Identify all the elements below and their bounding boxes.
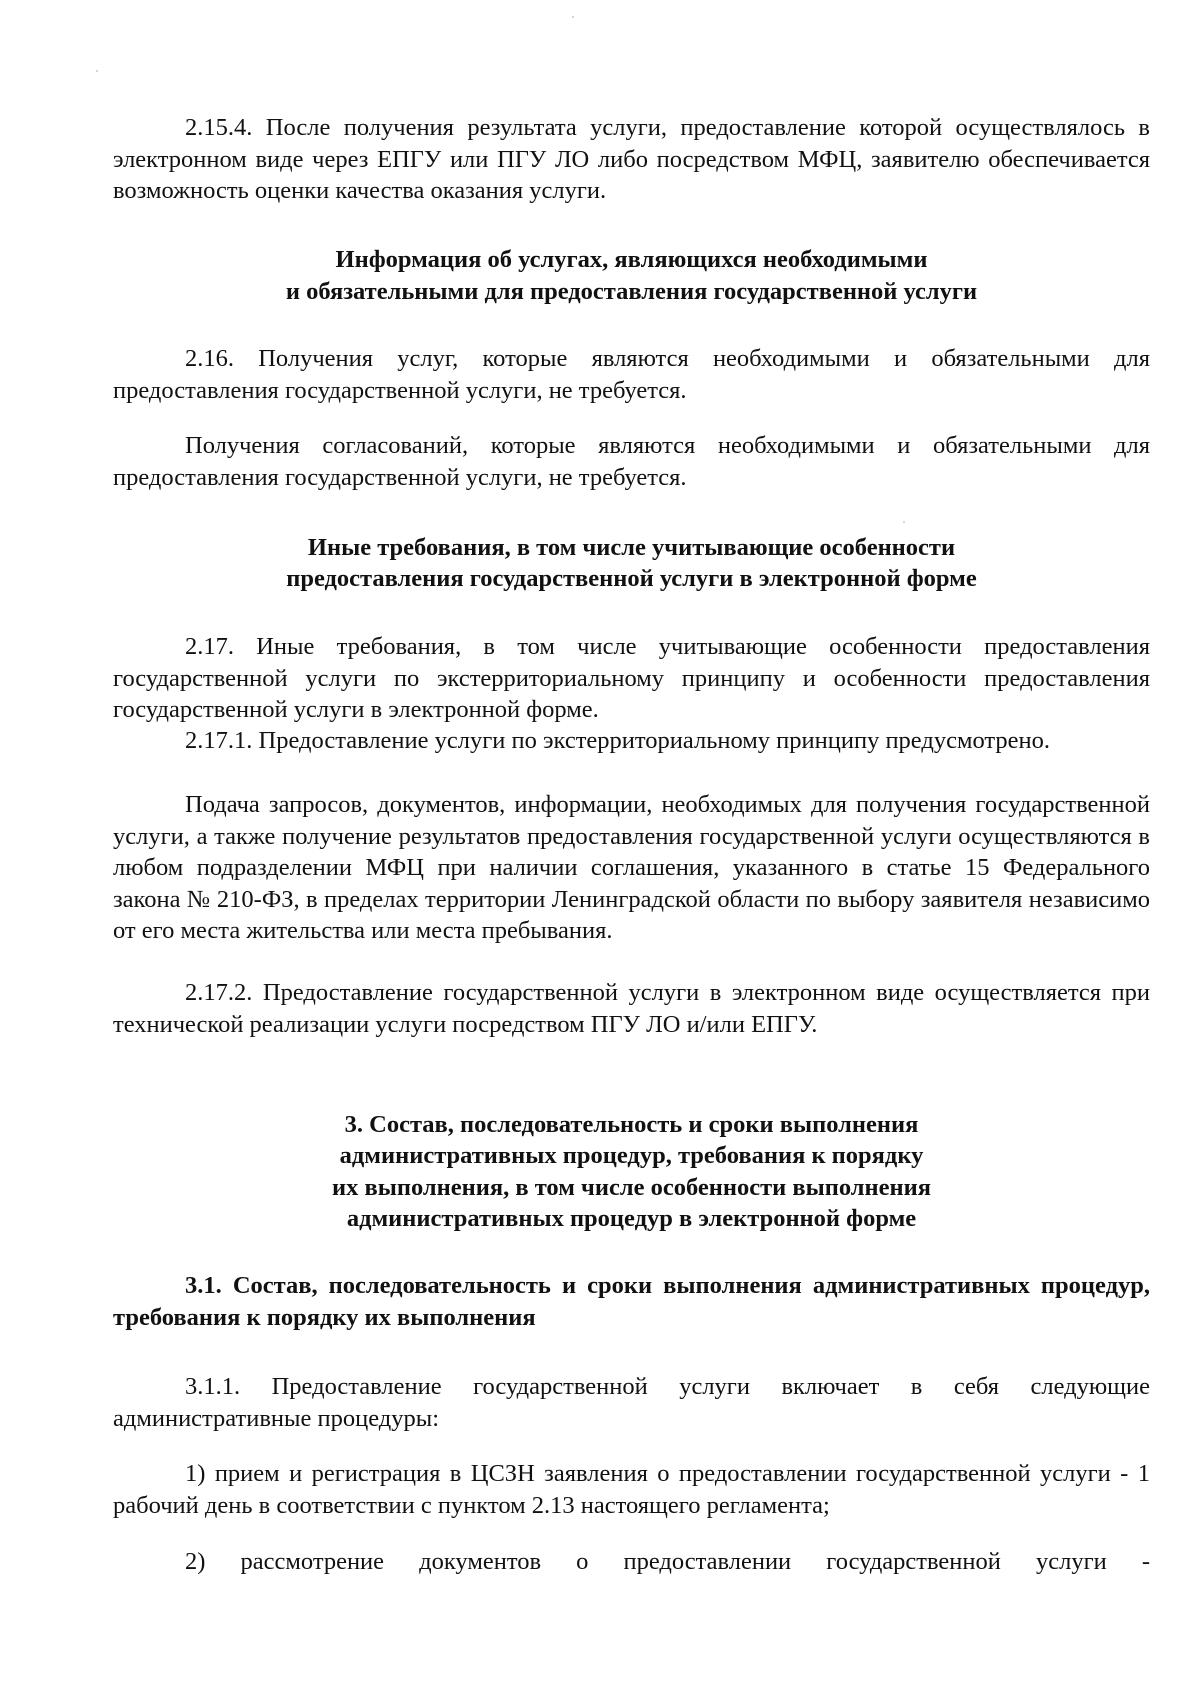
heading-info-line-1: Информация об услугах, являющихся необходимыми	[335, 246, 928, 273]
paragraph-soglasovaniya: Получения согласований, которые являются необходимыми и обязательными для предоставления государственной услуги, не требуется.	[113, 432, 1150, 491]
paragraph-3-1-1: 3.1.1. Предоставление государственной услуги включает в себя следующие административные процедуры:	[113, 1373, 1150, 1432]
paragraph-podacha: Подача запросов, документов, информации, необходимых для получения государственной услуги, а также получение результатов предоставления государственной услуги осуществляются в любом подразделении МФЦ при наличии соглашения, указанного в статье 15 Федерального закона № 210-ФЗ, в пределах территории Ленинградской области по выбору заявителя независимо от его места жительства или места пребывания.	[113, 791, 1150, 944]
scan-speck	[572, 16, 574, 18]
heading-3-line-1: 3. Состав, последовательность и сроки выполнения	[344, 1111, 919, 1138]
heading-3-line-2: административных процедур, требования к порядку	[339, 1142, 924, 1169]
paragraph-item-2: 2) рассмотрение документов о предоставлении государственной услуги -	[185, 1548, 1150, 1575]
heading-3-line-3: их выполнения, в том числе особенности выполнения	[331, 1174, 932, 1201]
paragraph-item-1: 1) прием и регистрация в ЦСЗН заявления о предоставлении государственной услуги - 1 рабочий день в соответствии с пунктом 2.13 настоящего регламента;	[113, 1460, 1150, 1519]
paragraph-2-16: 2.16. Получения услуг, которые являются необходимыми и обязательными для предоставления государственной услуги, не требуется.	[113, 345, 1150, 404]
paragraph-2-15-4: 2.15.4. После получения результата услуги, предоставление которой осуществлялось в электронном виде через ЕПГУ или ПГУ ЛО либо посредством МФЦ, заявителю обеспечивается возможность оценки качества оказания услуги.	[113, 114, 1150, 204]
heading-other-line-1: Иные требования, в том числе учитывающие особенности	[307, 534, 956, 561]
scan-speck	[96, 70, 98, 72]
paragraph-2-17-2: 2.17.2. Предоставление государственной услуги в электронном виде осуществляется при технической реализации услуги посредством ПГУ ЛО и/или ЕПГУ.	[113, 979, 1150, 1038]
scan-speck	[903, 521, 905, 523]
heading-info-line-2: и обязательными для предоставления государственной услуги	[285, 278, 978, 305]
paragraph-2-17-1: 2.17.1. Предоставление услуги по экстерриториальному принципу предусмотрено.	[185, 727, 1050, 754]
heading-other-line-2: предоставления государственной услуги в электронной форме	[286, 565, 977, 592]
heading-3-1: 3.1. Состав, последовательность и сроки выполнения административных процедур, требования к порядку их выполнения	[113, 1272, 1150, 1331]
heading-3-line-4: административных процедур в электронной форме	[346, 1205, 917, 1232]
paragraph-2-17: 2.17. Иные требования, в том числе учитывающие особенности предоставления государственной услуги по экстерриториальному принципу и особенности предоставления государственной услуги в электронной форме.	[113, 633, 1150, 723]
